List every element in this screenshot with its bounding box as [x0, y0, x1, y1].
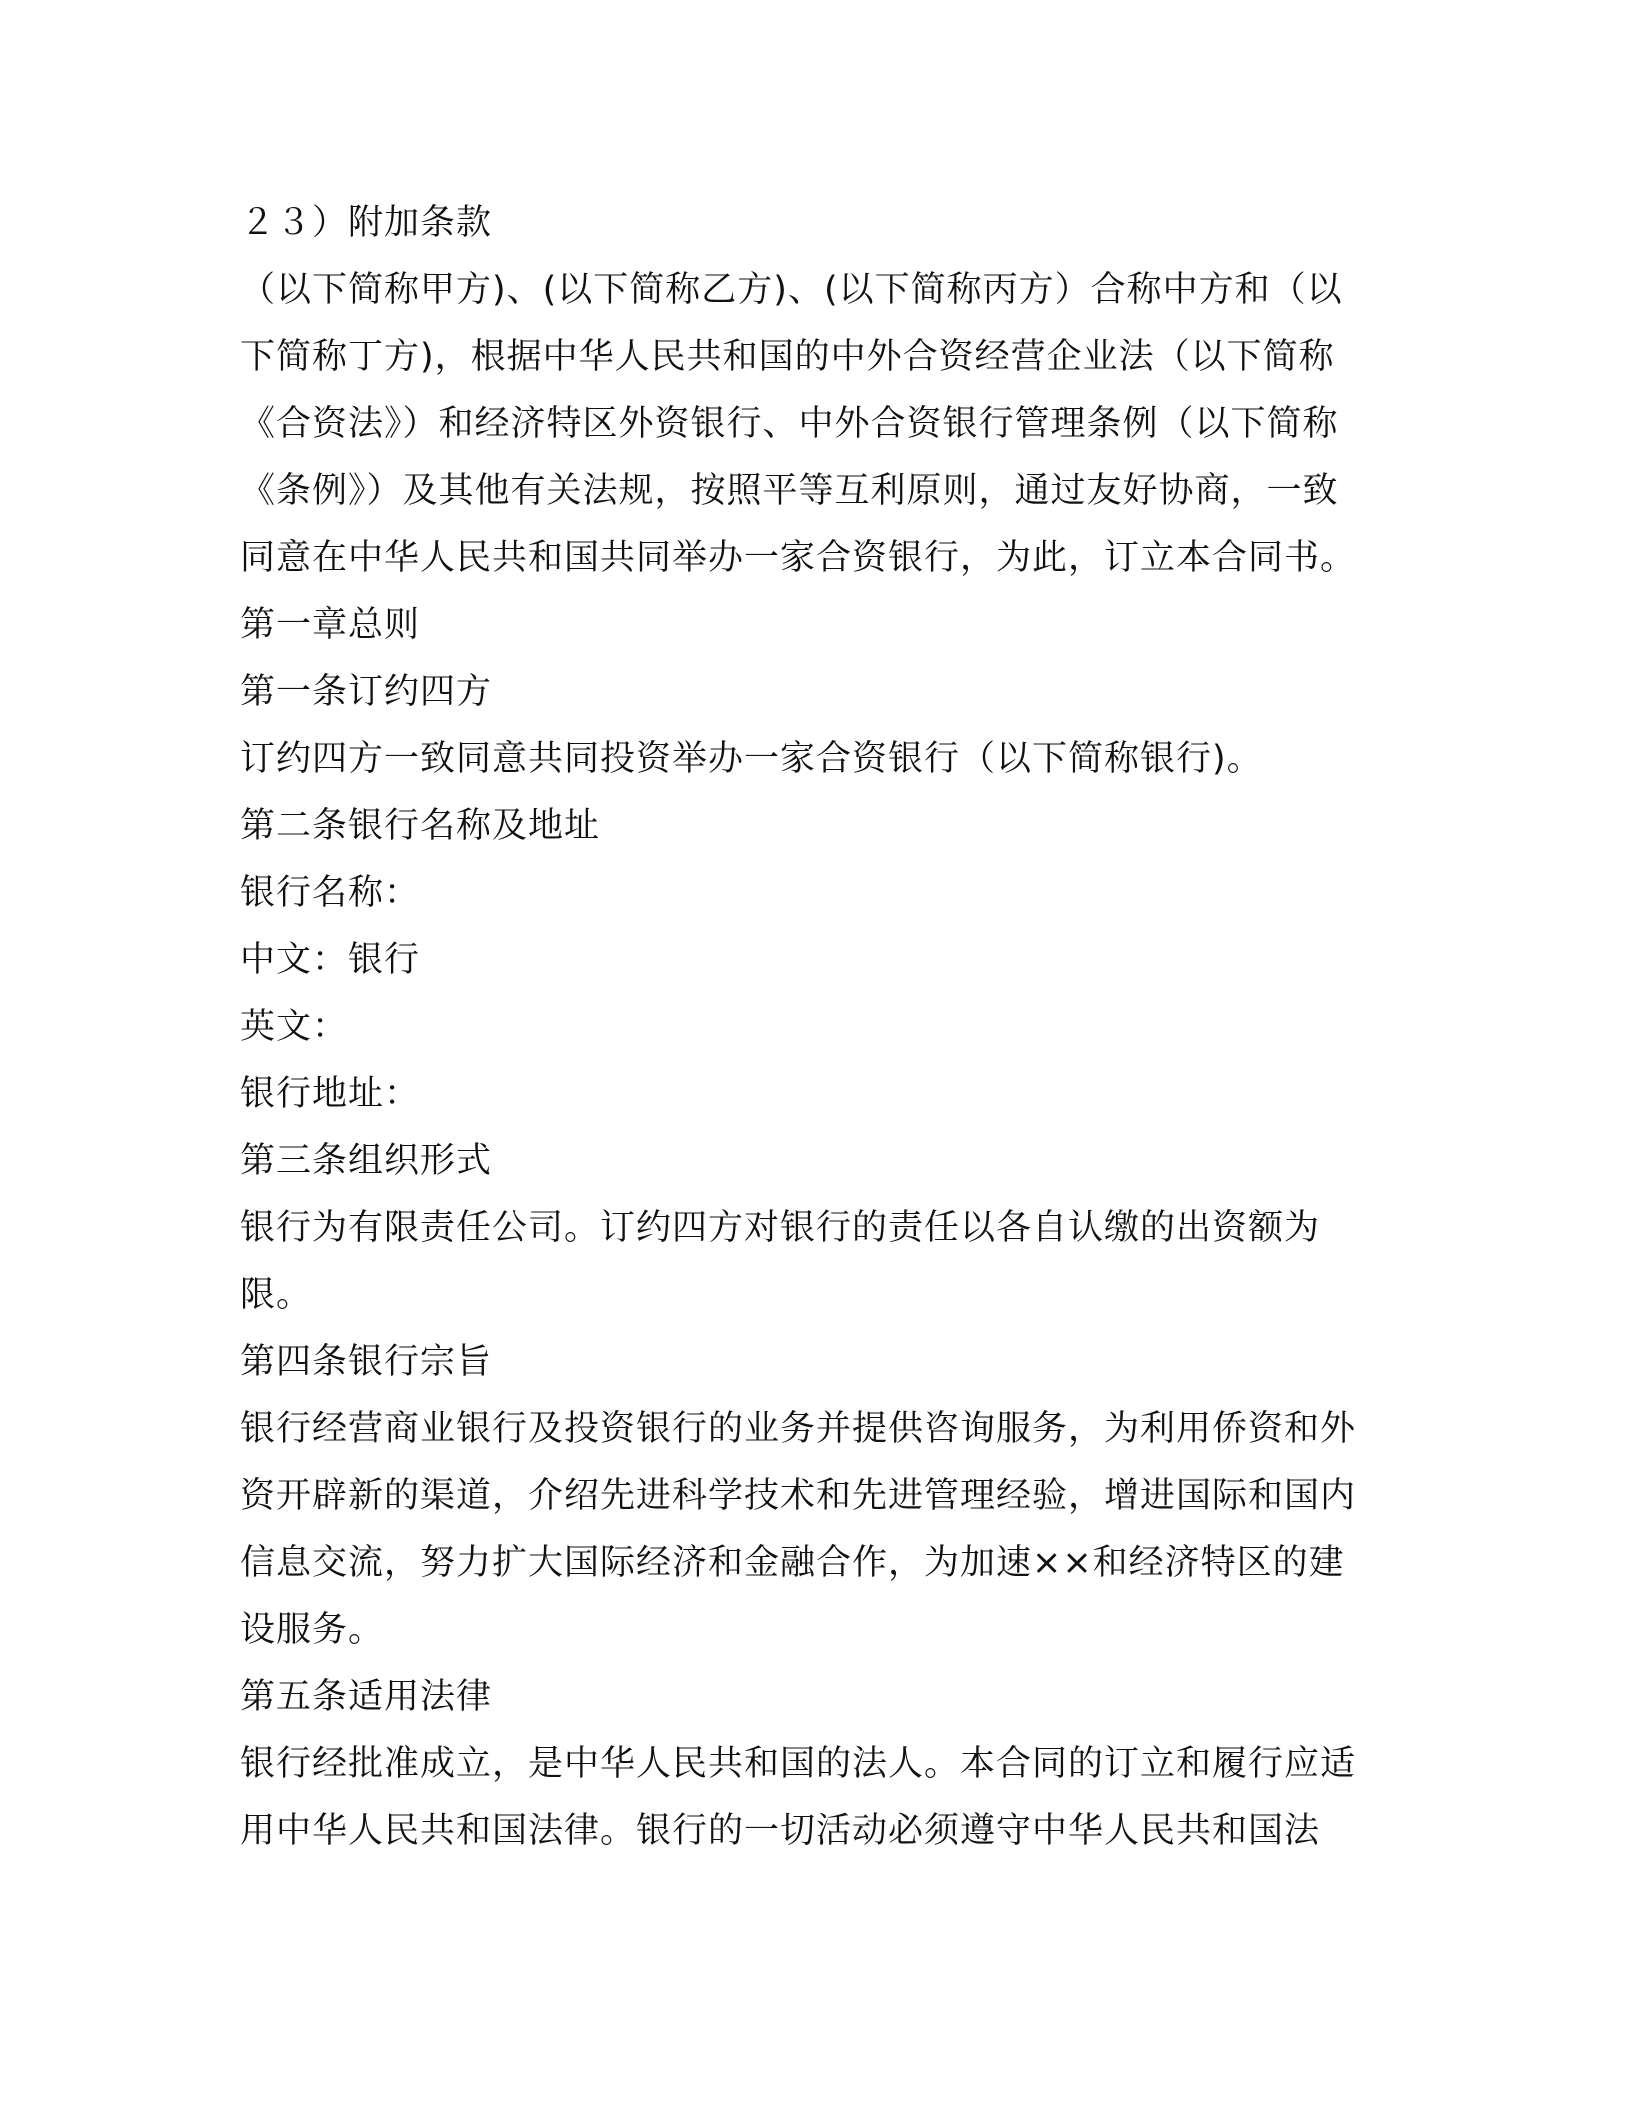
preamble-line: （以下简称甲方)、(以下简称乙方)、(以下简称丙方）合称中方和（以 [240, 270, 1343, 310]
preamble-line: 下简称丁方)，根据中华人民共和国的中外合资经营企业法（以下简称 [240, 337, 1335, 377]
preamble-line: 《条例》）及其他有关法规，按照平等互利原则，通过友好协商，一致 [240, 471, 1339, 511]
document-page [240, 190, 1386, 1865]
field-label-bank-name: 银行名称： [240, 873, 421, 913]
article-heading: 第四条银行宗旨 [240, 1342, 493, 1382]
field-label-bank-address: 银行地址： [240, 1074, 421, 1114]
article-heading: 第二条银行名称及地址 [240, 806, 601, 846]
article-body-line: 银行为有限责任公司。订约四方对银行的责任以各自认缴的出资额为 [240, 1208, 1321, 1248]
field-label-chinese-name: 中文：银行 [240, 940, 421, 980]
article-body-line: 银行经营商业银行及投资银行的业务并提供咨询服务，为利用侨资和外 [240, 1409, 1357, 1449]
article-body-line: 资开辟新的渠道，介绍先进科学技术和先进管理经验，增进国际和国内 [240, 1476, 1357, 1516]
article-heading: 第五条适用法律 [240, 1677, 493, 1717]
article-body-line: 银行经批准成立，是中华人民共和国的法人。本合同的订立和履行应适 [240, 1744, 1357, 1784]
article-body-line: 订约四方一致同意共同投资举办一家合资银行（以下简称银行)。 [240, 739, 1263, 779]
article-body-line: 信息交流，努力扩大国际经济和金融合作，为加速××和经济特区的建 [240, 1543, 1345, 1583]
article-heading: 第一条订约四方 [240, 672, 493, 712]
article-body-line: 用中华人民共和国法律。银行的一切活动必须遵守中华人民共和国法 [240, 1811, 1321, 1851]
article-body-line: 限。 [240, 1275, 313, 1315]
field-label-english-name: 英文： [240, 1007, 349, 1047]
article-body-line: 设服务。 [240, 1610, 385, 1650]
article-heading: 第三条组织形式 [240, 1141, 493, 1181]
chapter-heading: 第一章总则 [240, 605, 421, 645]
preamble-line: 同意在中华人民共和国共同举办一家合资银行，为此，订立本合同书。 [240, 538, 1357, 578]
section-heading-additional-terms: ２３）附加条款 [240, 203, 493, 243]
preamble-line: 《合资法》）和经济特区外资银行、中外合资银行管理条例（以下简称 [240, 404, 1339, 444]
